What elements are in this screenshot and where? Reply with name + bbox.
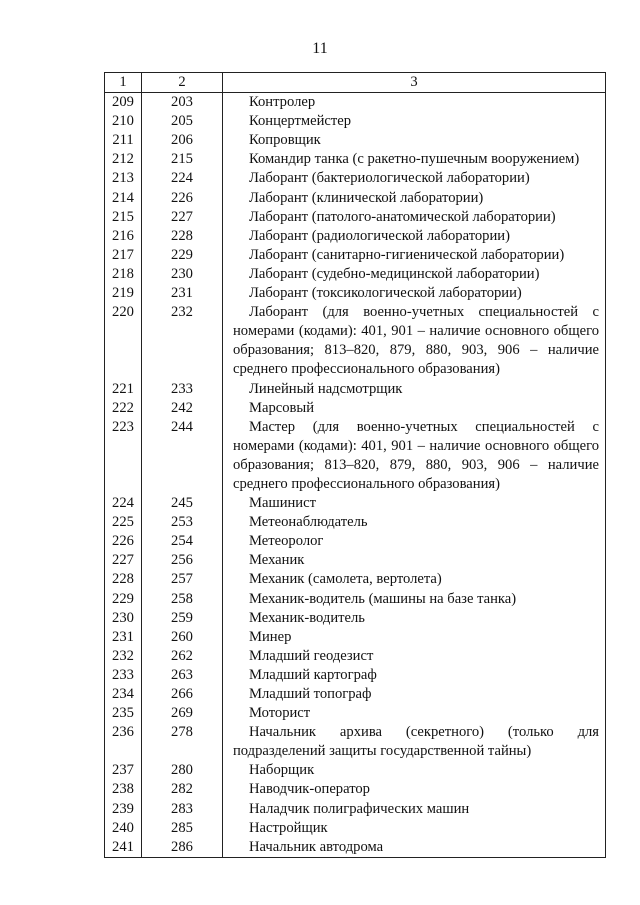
code: 227 [142,208,223,227]
occupation-name: Лаборант (бактериологической лаборатории) [223,169,606,188]
code: 257 [142,570,223,589]
table-row [105,131,606,150]
code: 230 [142,265,223,284]
code: 259 [142,609,223,628]
code: 224 [142,169,223,188]
column-header-1: 1 [105,73,142,93]
row-number: 221 [105,380,142,399]
code: 278 [142,723,223,761]
table-row [105,609,606,628]
occupation-name: Лаборант (судебно-медицинской лаборатории) [223,265,606,284]
table-row [105,265,606,284]
row-number: 225 [105,513,142,532]
occupation-name: Минер [223,628,606,647]
table-row [105,418,606,494]
row-number: 215 [105,208,142,227]
occupation-name: Лаборант (санитарно-гигиенической лаборатории) [223,246,606,265]
table-row [105,723,606,761]
occupation-name: Механик-водитель (машины на базе танка) [223,590,606,609]
row-number: 231 [105,628,142,647]
row-number: 223 [105,418,142,494]
code: 233 [142,380,223,399]
occupation-name: Механик-водитель [223,609,606,628]
row-number: 229 [105,590,142,609]
table-header-row [105,73,606,93]
occupation-name: Младший топограф [223,685,606,704]
occupation-name: Наладчик полиграфических машин [223,800,606,819]
table-row [105,380,606,399]
table-row [105,494,606,513]
code: 242 [142,399,223,418]
table-row [105,704,606,723]
row-number: 227 [105,551,142,570]
code: 203 [142,93,223,113]
table-row [105,227,606,246]
table-row [105,647,606,666]
occupation-name: Лаборант (для военно-учетных специальностей с номерами (кодами): 401, 901 – наличие основного общего образования; 813–820, 879, 880, 903, 906 – наличие среднего профессионального образования) [223,303,606,379]
occupation-name: Моторист [223,704,606,723]
table-row [105,570,606,589]
occupation-name: Командир танка (с ракетно-пушечным вооружением) [223,150,606,169]
table-row [105,112,606,131]
code: 244 [142,418,223,494]
table-row [105,838,606,858]
row-number: 216 [105,227,142,246]
code: 269 [142,704,223,723]
code: 285 [142,819,223,838]
code: 283 [142,800,223,819]
occupation-name: Лаборант (патолого-анатомической лаборатории) [223,208,606,227]
row-number: 218 [105,265,142,284]
occupation-name: Младший геодезист [223,647,606,666]
table-row [105,628,606,647]
table-row [105,303,606,379]
table-row [105,666,606,685]
code: 232 [142,303,223,379]
row-number: 214 [105,189,142,208]
table-body [105,93,606,858]
occupation-name: Копровщик [223,131,606,150]
code: 205 [142,112,223,131]
occupation-name: Наводчик-оператор [223,780,606,799]
code: 245 [142,494,223,513]
code: 226 [142,189,223,208]
code: 263 [142,666,223,685]
occupation-name: Метеоролог [223,532,606,551]
page-number: 11 [312,40,328,57]
table-row [105,513,606,532]
table-row [105,800,606,819]
table-row [105,551,606,570]
row-number: 230 [105,609,142,628]
occupation-name: Наборщик [223,761,606,780]
occupation-name: Лаборант (радиологической лаборатории) [223,227,606,246]
table-row [105,93,606,113]
row-number: 212 [105,150,142,169]
code: 215 [142,150,223,169]
row-number: 240 [105,819,142,838]
table-row [105,189,606,208]
occupation-name: Концертмейстер [223,112,606,131]
row-number: 209 [105,93,142,113]
code: 282 [142,780,223,799]
occupation-name: Настройщик [223,819,606,838]
occupation-name: Начальник автодрома [223,838,606,858]
row-number: 232 [105,647,142,666]
code: 266 [142,685,223,704]
row-number: 238 [105,780,142,799]
table-row [105,208,606,227]
code: 253 [142,513,223,532]
table-row [105,284,606,303]
table-row [105,685,606,704]
code: 206 [142,131,223,150]
table-row [105,169,606,188]
row-number: 226 [105,532,142,551]
table-row [105,532,606,551]
occupation-name: Контролер [223,93,606,113]
table-row [105,590,606,609]
row-number: 217 [105,246,142,265]
row-number: 210 [105,112,142,131]
row-number: 228 [105,570,142,589]
code: 229 [142,246,223,265]
code: 280 [142,761,223,780]
occupation-name: Мастер (для военно-учетных специальностей с номерами (кодами): 401, 901 – наличие основного общего образования; 813–820, 879, 880, 903, 906 – наличие среднего профессионального образования) [223,418,606,494]
row-number: 233 [105,666,142,685]
occupation-name: Машинист [223,494,606,513]
row-number: 239 [105,800,142,819]
code: 258 [142,590,223,609]
column-header-2: 2 [142,73,223,93]
code: 231 [142,284,223,303]
code: 262 [142,647,223,666]
occupation-name: Метеонаблюдатель [223,513,606,532]
row-number: 222 [105,399,142,418]
row-number: 220 [105,303,142,379]
occupation-name: Младший картограф [223,666,606,685]
code: 260 [142,628,223,647]
occupation-name: Механик (самолета, вертолета) [223,570,606,589]
row-number: 237 [105,761,142,780]
table-row [105,246,606,265]
occupation-name: Лаборант (клинической лаборатории) [223,189,606,208]
row-number: 234 [105,685,142,704]
table-row [105,780,606,799]
row-number: 213 [105,169,142,188]
code: 254 [142,532,223,551]
table-row [105,399,606,418]
table-row [105,150,606,169]
row-number: 236 [105,723,142,761]
row-number: 211 [105,131,142,150]
table-row [105,761,606,780]
row-number: 241 [105,838,142,858]
table-row [105,819,606,838]
occupation-name: Механик [223,551,606,570]
occupation-name: Лаборант (токсикологической лаборатории) [223,284,606,303]
column-header-3: 3 [223,73,606,93]
row-number: 224 [105,494,142,513]
code: 256 [142,551,223,570]
occupation-name: Начальник архива (секретного) (только для подразделений защиты государственной тайны) [223,723,606,761]
row-number: 219 [105,284,142,303]
occupation-name: Линейный надсмотрщик [223,380,606,399]
code: 286 [142,838,223,858]
row-number: 235 [105,704,142,723]
code: 228 [142,227,223,246]
occupation-name: Марсовый [223,399,606,418]
occupations-table [104,72,606,858]
